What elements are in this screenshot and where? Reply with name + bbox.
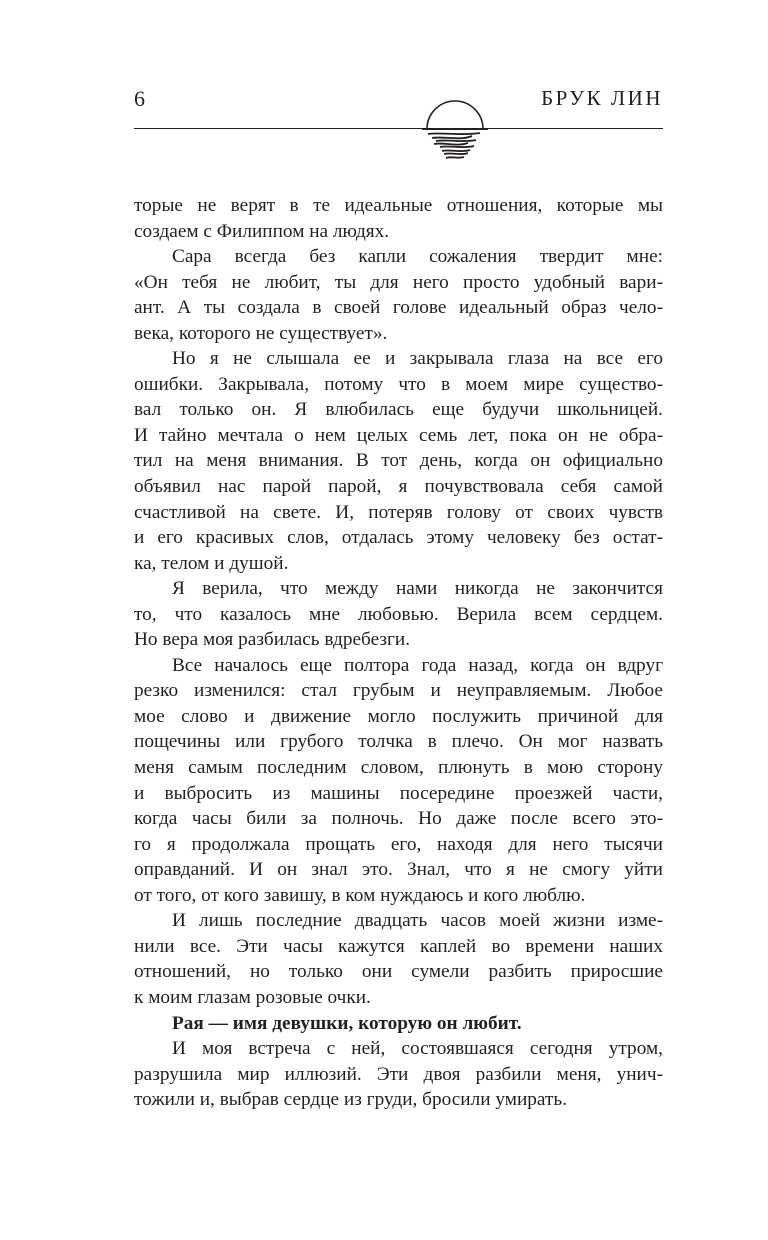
text-line: мое слово и движение могло послужить причиной для xyxy=(134,705,663,727)
paragraph xyxy=(134,193,663,244)
text-line: Но вера моя разбилась вдребезги. xyxy=(134,629,411,651)
text-line: пощечины или грубого толчка в плечо. Он мог назвать xyxy=(134,731,663,753)
text-line: разрушила мир иллюзий. Эти двоя разбили меня, унич- xyxy=(134,1063,663,1085)
paragraph xyxy=(134,576,663,653)
bold-paragraph xyxy=(134,1011,663,1037)
text-line: тил на меня внимания. В тот день, когда он официально xyxy=(134,450,663,472)
text-line: И тайно мечтала о нем целых семь лет, пока он не обра- xyxy=(134,424,663,446)
text-line: то, что казалось мне любовью. Верила всем сердцем. xyxy=(134,603,663,625)
text-line: Все началось еще полтора года назад, когда он вдруг xyxy=(172,654,663,676)
page-number: 6 xyxy=(134,86,145,111)
paragraph xyxy=(134,346,663,576)
text-line: нили все. Эти часы кажутся каплей во времени наших xyxy=(134,935,663,957)
text-line: вал только он. Я влюбилась еще будучи школьницей. xyxy=(134,399,663,421)
paragraph xyxy=(134,1036,663,1113)
text-line: ка, телом и душой. xyxy=(134,552,289,574)
header-rule xyxy=(134,128,663,129)
paragraph xyxy=(134,908,663,1010)
body-text xyxy=(134,193,663,1113)
text-line: счастливой на свете. И, потеряв голову от своих чувств xyxy=(134,501,663,523)
text-line: и выбросить из машины посередине проезжей части, xyxy=(134,782,663,804)
text-line: резко изменился: стал грубым и неуправляемым. Любое xyxy=(134,680,663,702)
text-line: когда часы били за полночь. Но даже после всего это- xyxy=(134,808,663,830)
text-line: и его красивых слов, отдалась этому человеку без остат- xyxy=(134,527,663,549)
text-line: отношений, но только они сумели разбить приросшие xyxy=(134,961,663,983)
text-line: ошибки. Закрывала, потому что в моем мире существо- xyxy=(134,373,663,395)
text-line: века, которого не существует». xyxy=(134,322,388,344)
running-head-author: БРУК ЛИН xyxy=(541,86,663,110)
text-line: И лишь последние двадцать часов моей жизни изме- xyxy=(172,910,663,932)
sunset-over-water-icon xyxy=(420,96,490,168)
paragraph xyxy=(134,653,663,908)
text-line: меня самым последним словом, плюнуть в мою сторону xyxy=(134,757,663,779)
text-line: го я продолжала прощать его, находя для него тысячи xyxy=(134,833,663,855)
text-line: Но я не слышала ее и закрывала глаза на все его xyxy=(172,348,663,370)
text-line: объявил нас парой парой, я почувствовала себя самой xyxy=(134,476,663,498)
text-line: к моим глазам розовые очки. xyxy=(134,986,371,1008)
text-line: тожили и, выбрав сердце из груди, бросили умирать. xyxy=(134,1089,568,1111)
text-line: создаем с Филиппом на людях. xyxy=(134,220,390,242)
text-line: торые не верят в те идеальные отношения, которые мы xyxy=(134,195,663,216)
text-line: от того, от кого завишу, в ком нуждаюсь и кого люблю. xyxy=(134,884,586,906)
text-line: оправданий. И он знал это. Знал, что я не смогу уйти xyxy=(134,859,663,881)
text-line: Я верила, что между нами никогда не закончится xyxy=(172,578,663,600)
text-line: ант. А ты создала в своей голове идеальный образ чело- xyxy=(134,297,663,319)
text-line: «Он тебя не любит, ты для него просто удобный вари- xyxy=(134,271,663,293)
text-line: Сара всегда без капли сожаления твердит мне: xyxy=(172,246,663,268)
paragraph xyxy=(134,244,663,346)
text-line: И моя встреча с ней, состоявшаяся сегодня утром, xyxy=(172,1038,663,1060)
text-line: Рая — имя девушки, которую он любит. xyxy=(172,1012,522,1034)
